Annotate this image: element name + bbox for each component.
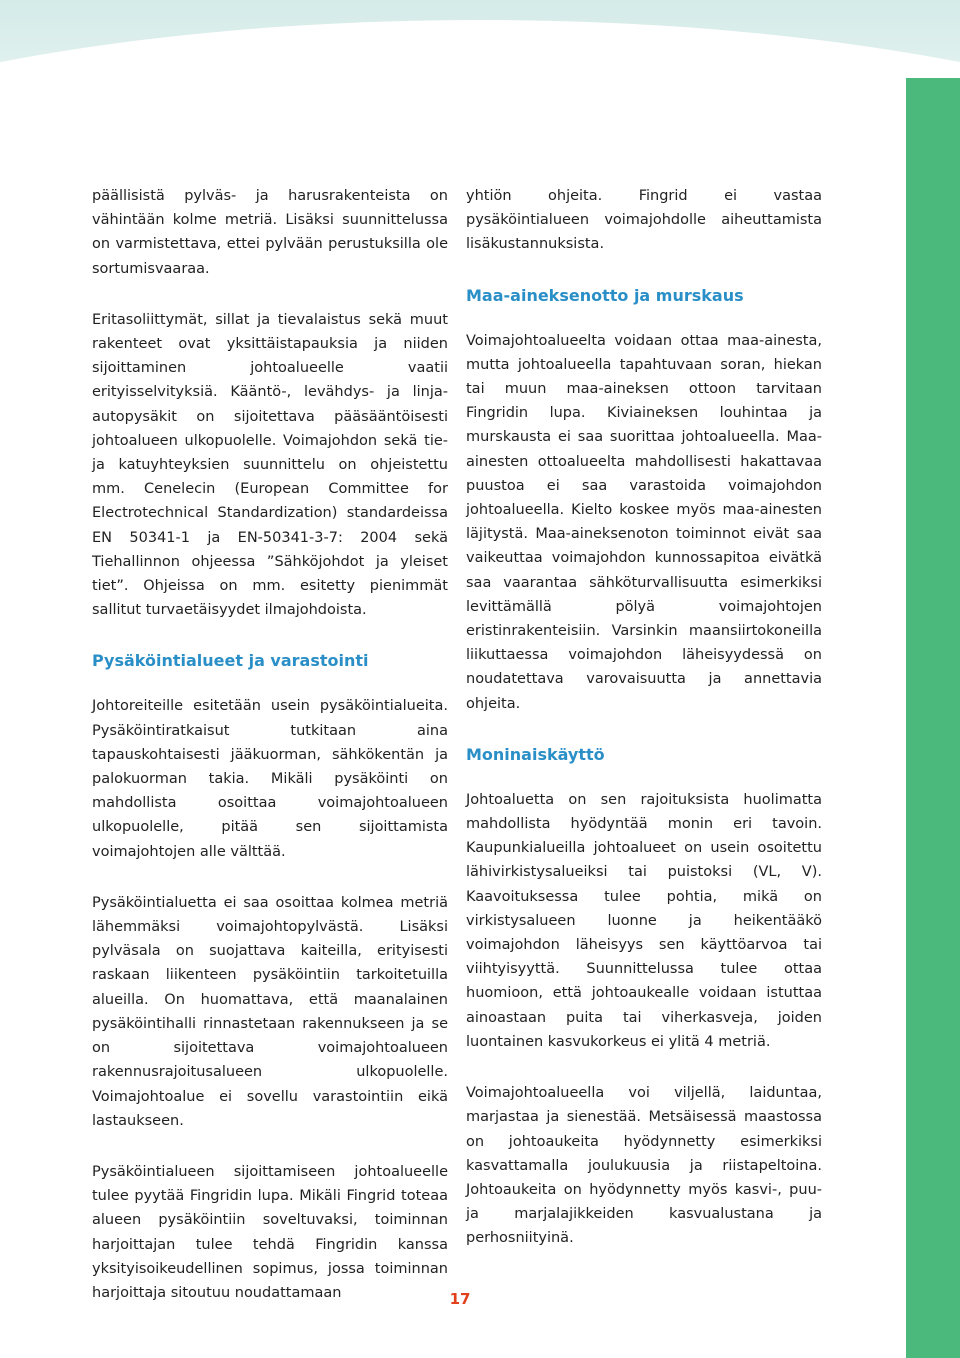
section-heading: Pysäköintialueet ja varastointi bbox=[92, 651, 369, 671]
side-color-bar bbox=[906, 78, 960, 1358]
right-column bbox=[466, 184, 822, 1278]
page-number: 17 bbox=[449, 1290, 471, 1308]
paragraph: Voimajohtoalueelta voidaan ottaa maa-ainesta, mutta johtoalueella tapahtuvaan soran, hiekan tai muun maa-aineksen ottoon tarvitaan Fingridin lupa. Kiviaineksen louhintaa ja murskausta ei saa suorittaa johtoalueella. Maa-ainesten ottoalueelta mahdollisesti hakattavaa puustoa ei saa varastoida voimajohdon johtoalueella. Kielto koskee myös maa-ainesten läjitystä. Maa-aineksenoton toiminnot eivät saa vaikeuttaa voimajohdon kunnossapitoa eivätkä saa vaarantaa sähköturvallisuutta esimerkiksi levittämällä pölyä voimajohtojen eristinrakenteisiin. Varsinkin maansiirtokoneilla liikuttaessa voimajohdon läheisyydessä on noudatettava varovaisuutta ja annettavia ohjeita. bbox=[466, 332, 822, 712]
section-heading: Maa-aineksenotto ja murskaus bbox=[466, 285, 744, 305]
paragraph: Johtoreiteille esitetään usein pysäköintialueita. Pysäköintiratkaisut tutkitaan aina tapauskohtaisesti jääkuorman, sähkökentän ja palokuorman takia. Mikäli pysäköinti on mahdollista osoittaa voimajohtoalueen ulkopuolelle, pitää sen sijoittamista voimajohtojen alle välttää. bbox=[92, 698, 448, 860]
paragraph: Pysäköintialuetta ei saa osoittaa kolmea metriä lähemmäksi voimajohtopylvästä. Lisäksi pylväsala on suojattava kaiteilla, erityisesti raskaan liikenteen pysäköintiin tarkoitetuilla alueilla. On huomattava, että maanalainen pysäköintihalli rinnastetaan rakennukseen ja se on sijoitettava voimajohtoalueen rakennusrajoitusalueen ulkopuolelle. Voimajohtoalue ei sovellu varastointiin eikä lastaukseen. bbox=[92, 894, 448, 1129]
paragraph: Johtoaluetta on sen rajoituksista huolimatta mahdollista hyödyntää monin eri tavoin. Kaupunkialueilla johtoalueet on usein osoitettu lähivirkistysalueiksi tai puistoksi (VL, V). Kaavoituksessa tulee pohtia, mikä on virkistysalueen luonne ja heikentääkö voimajohdon läheisyys sen käyttöarvoa tai viihtyisyyttä. Suunnittelussa tulee ottaa huomioon, että johtoaukealle voidaan istuttaa ainoastaan puita tai viherkasveja, joiden luontainen kasvukorkeus ei ylitä 4 metriä. bbox=[466, 791, 822, 1050]
left-column bbox=[92, 184, 448, 1332]
paragraph: Voimajohtoalueella voi viljellä, laiduntaa, marjastaa ja sienestää. Metsäisessä maastossa on johtoaukeita hyödynnetty esimerkiksi kasvattamalla joulukuusia ja riistapeltoina. Johtoaukeita on hyödynnetty myös kasvi-, puu- ja marjalajikkeiden kasvualustana ja perhosniityinä. bbox=[466, 1085, 822, 1247]
paragraph: päällisistä pylväs- ja harusrakenteista on vähintään kolme metriä. Lisäksi suunnittelussa on varmistettava, ettei pylvään perustuksilla ole sortumisvaaraa. bbox=[92, 188, 448, 277]
paragraph: Pysäköintialueen sijoittamiseen johtoalueelle tulee pyytää Fingridin lupa. Mikäli Fingrid toteaa alueen pysäköintiin soveltuvaksi, toiminnan harjoittajan tulee tehdä Fingridin kanssa yksityisoikeudellinen sopimus, jossa toiminnan harjoittaja sitoutuu noudattamaan bbox=[92, 1163, 448, 1301]
paragraph: yhtiön ohjeita. Fingrid ei vastaa pysäköintialueen voimajohdolle aiheuttamista lisäkustannuksista. bbox=[466, 188, 822, 253]
section-heading: Moninaiskäyttö bbox=[466, 744, 605, 764]
paragraph: Eritasoliittymät, sillat ja tievalaistus sekä muut rakenteet ovat yksittäistapauksia ja niiden sijoittaminen johtoalueelle vaatii erityisselvityksiä. Kääntö-, levähdys- ja linja-autopysäkit on sijoitettava pääsääntöisesti johtoalueen ulkopuolelle. Voimajohdon sekä tie- ja katuyhteyksien suunnittelu on ohjeistettu mm. Cenelecin (European Committee for Electrotechnical Standardization) standardeissa EN 50341-1 ja EN-50341-3-7: 2004 sekä Tiehallinnon ohjeessa ”Sähköjohdot ja yleiset tiet”. Ohjeissa on mm. esitetty pienimmät sallitut turvaetäisyydet ilmajohdoista. bbox=[92, 311, 448, 619]
